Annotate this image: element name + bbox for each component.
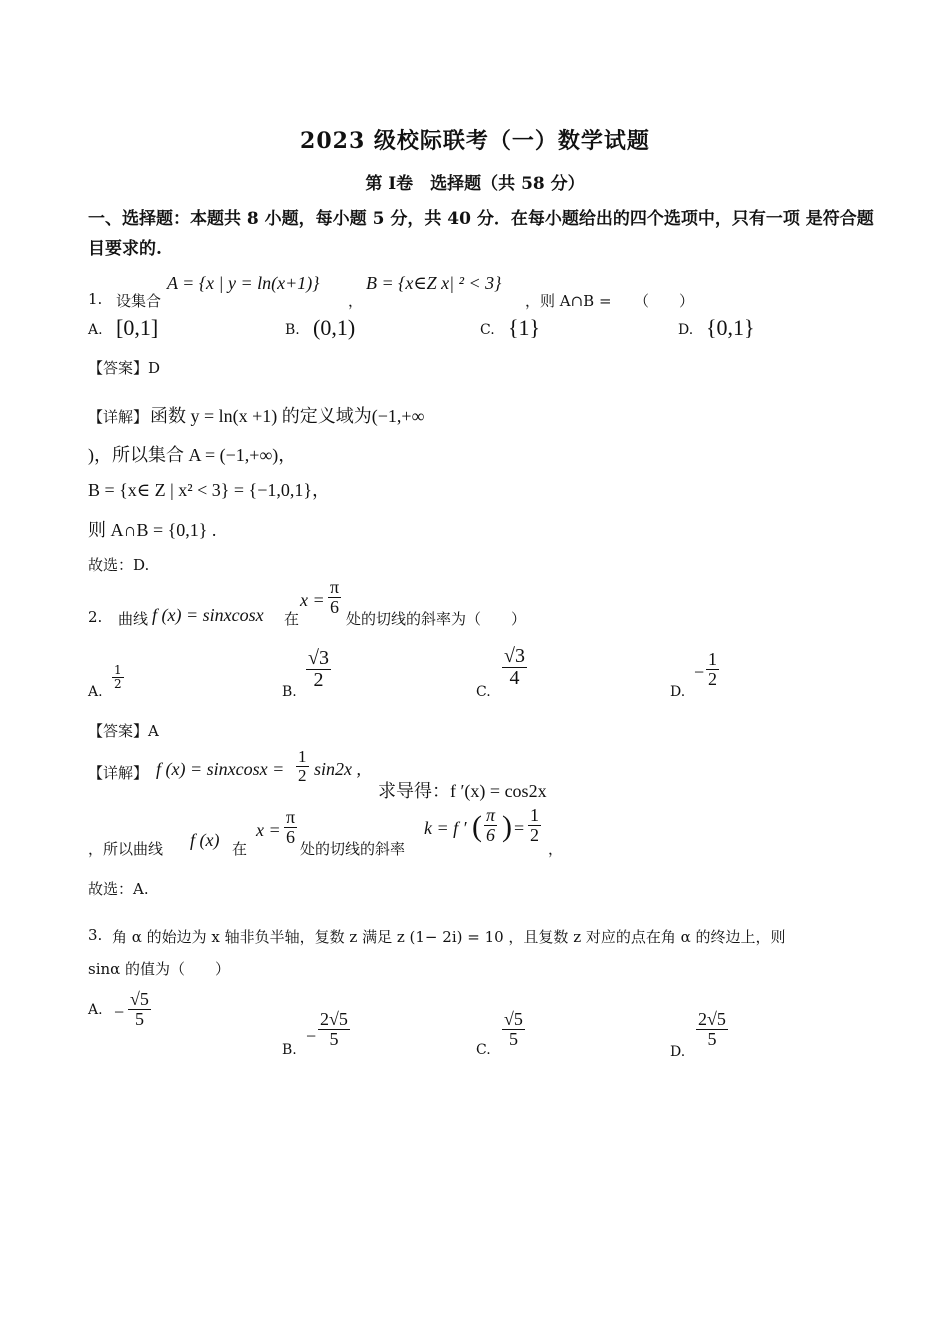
q1-choose: 故选：D. [88, 556, 150, 574]
q2-option-d-sign: − [694, 662, 705, 682]
q3-option-c-num: √5 [504, 1009, 523, 1029]
q2-option-d-num: 1 [708, 649, 717, 669]
q2-slope-den: 2 [530, 824, 539, 845]
q3-line2: sinα 的值为（ ） [88, 960, 231, 978]
q1-detail-line4: 则 A∩B = {0,1} . [88, 520, 217, 540]
q1-option-b-label: B. [285, 322, 300, 338]
q3-option-a-label: A. [88, 1002, 103, 1018]
q2-detail-paren-open: ( [472, 810, 482, 843]
q3-option-b-num: 2√5 [320, 1009, 348, 1029]
q2-option-a-label: A. [88, 684, 103, 700]
q2-detail-pi6 [284, 808, 297, 847]
q2-stem-a: 曲线 [118, 610, 149, 628]
q2-slope-six: 6 [486, 824, 496, 845]
q2-detail-label: 【详解】 [88, 764, 149, 782]
q2-x-eq: x = [300, 590, 325, 610]
q3-option-a-den: 5 [134, 1008, 144, 1029]
q3-option-c-den: 5 [508, 1028, 518, 1049]
q3-line1: 角 α 的始边为 x 轴非负半轴，复数 z 满足 z (1− 2i) = 10 ，且复数 z 对应的点在角 α 的终边上，则 [112, 928, 786, 946]
q3-option-d-den: 5 [707, 1028, 717, 1049]
q2-detail-3c: 在 [232, 840, 248, 858]
q1-stem-suffix: ，则 A∩B = [525, 292, 612, 310]
q2-detail-slope-pi6 [484, 806, 497, 845]
q2-option-a-den: 2 [114, 676, 122, 691]
q2-detail-3e: 处的切线的斜率 [300, 840, 406, 858]
page-title: 2023 级校际联考（一）数学试题 [300, 128, 650, 154]
q2-option-a-num: 1 [114, 663, 122, 677]
q2-detail-3f: k = f ′ [424, 818, 467, 838]
q2-option-b-num: √3 [308, 647, 329, 669]
q1-number: 1. [88, 290, 103, 308]
q2-detail-1b: sin2x , [314, 759, 361, 779]
q2-pi: π [330, 577, 340, 597]
q3-option-b-value [318, 1010, 350, 1049]
q1-set-a: A = {x | y = ln(x+1)} [167, 273, 320, 293]
q1-option-b-value: (0,1) [313, 315, 356, 340]
q2-option-c-num: √3 [504, 645, 525, 667]
q3-option-d-label: D. [670, 1044, 686, 1060]
q2-answer: 【答案】A [88, 722, 159, 740]
q1-option-c-label: C. [480, 322, 495, 338]
q2-detail-pi: π [286, 807, 296, 827]
q2-pi-over-6 [328, 578, 341, 617]
q2-six: 6 [330, 596, 340, 617]
q3-option-a-value [128, 990, 151, 1029]
q3-option-a-sign: − [114, 1002, 125, 1022]
q2-detail-1a: f (x) = sinxcosx = [156, 759, 285, 779]
q2-slope-pi: π [486, 805, 496, 825]
q2-option-c-label: C. [476, 684, 491, 700]
q3-option-d-value [696, 1010, 728, 1049]
q3-option-b-label: B. [282, 1042, 297, 1058]
q2-number: 2. [88, 608, 103, 626]
q2-func: f (x) = sinxcosx [152, 605, 264, 625]
q3-option-d-num: 2√5 [698, 1009, 726, 1029]
q3-option-a-num: √5 [130, 989, 149, 1009]
q2-option-c-den: 4 [509, 667, 520, 689]
q3-number: 3. [88, 926, 103, 944]
q2-option-c-value [502, 646, 527, 689]
q2-detail-paren-close: ) [502, 810, 512, 843]
q2-detail-slope-val [528, 806, 541, 845]
q2-half-den: 2 [298, 765, 307, 785]
q1-comma: ， [348, 292, 364, 310]
q2-detail-3a: ，所以曲线 [88, 840, 164, 858]
q2-option-b-label: B. [282, 684, 297, 700]
q2-detail-3b: f (x) [190, 830, 220, 850]
q2-stem-b: 处的切线的斜率为（ ） [346, 610, 527, 628]
q1-detail-line1: 函数 y = ln(x +1) 的定义域为(−1,+∞ [150, 406, 425, 426]
q1-detail-line3: B = {x∈ Z | x² < 3} = {−1,0,1}， [88, 480, 330, 500]
q1-option-c-value: {1} [508, 315, 541, 340]
q2-slope-num: 1 [530, 805, 539, 825]
q1-answer: 【答案】D [88, 359, 161, 377]
q2-option-b-value [306, 648, 331, 691]
q1-option-a-label: A. [88, 322, 103, 338]
q2-detail-half [296, 748, 309, 785]
q2-detail-six: 6 [286, 826, 296, 847]
q1-set-b: B = {x∈Z x| ² < 3} [366, 273, 502, 293]
q2-option-d-label: D. [670, 684, 686, 700]
q1-stem-prefix: 设集合 [116, 292, 162, 310]
q3-option-b-sign: − [306, 1026, 317, 1046]
q2-detail-3g: = [514, 818, 525, 838]
q2-half-num: 1 [298, 747, 307, 766]
q2-detail-3d: x = [256, 820, 281, 840]
q2-option-b-den: 2 [313, 669, 324, 691]
q1-option-d-value: {0,1} [706, 315, 755, 340]
q2-option-d-den: 2 [708, 668, 717, 689]
q2-choose: 故选：A. [88, 880, 149, 898]
q2-detail-2: 求导得：f ′(x) = cos2x [378, 781, 547, 801]
q1-detail-label: 【详解】 [88, 408, 149, 426]
q1-option-d-label: D. [678, 322, 694, 338]
section-subtitle: 第 Ⅰ卷 选择题（共 58 分） [365, 174, 585, 194]
q2-option-a-value [112, 664, 124, 690]
q1-detail-line2: )，所以集合 A = (−1,+∞)， [88, 445, 297, 465]
q2-detail-3h: ， [548, 840, 564, 858]
q3-option-c-label: C. [476, 1042, 491, 1058]
q3-option-b-den: 5 [329, 1028, 339, 1049]
q3-option-c-value [502, 1010, 525, 1049]
section-heading: 一、选择题：本题共 8 小题，每小题 5 分，共 40 分．在每小题给出的四个选项中，只有一项 是符合题目要求的. [88, 209, 874, 259]
q1-paren: （ ） [634, 292, 695, 310]
q2-at: 在 [284, 610, 300, 628]
q1-option-a-value: [0,1] [116, 315, 159, 340]
q2-option-d-value [706, 650, 719, 689]
